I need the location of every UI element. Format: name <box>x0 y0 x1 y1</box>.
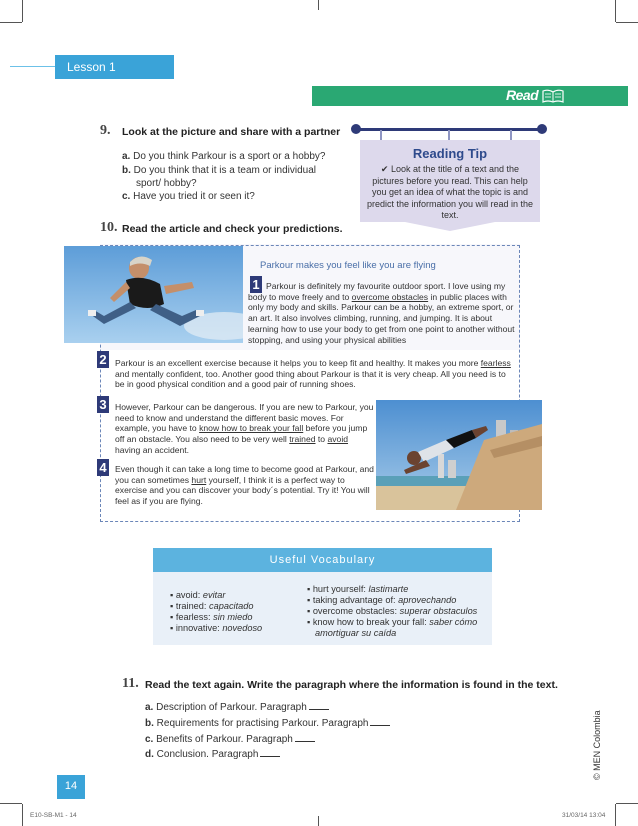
tip-tick <box>510 130 512 140</box>
parkour-photo-jump <box>64 246 243 343</box>
list-item: ▪ trained: capacitado <box>170 601 254 611</box>
list-item: a. Description of Parkour. Paragraph <box>145 701 329 714</box>
crop-mark <box>318 0 319 10</box>
answer-blank[interactable] <box>295 741 315 742</box>
tip-tick <box>380 130 382 140</box>
list-item: ▪ hurt yourself: lastimarte <box>307 584 409 594</box>
list-item: ▪ innovative: novedoso <box>170 623 263 633</box>
reading-tip-title: Reading Tip <box>412 146 488 161</box>
list-item: b. Do you think that it is a team or individual sport/ hobby? <box>122 165 316 189</box>
crop-mark <box>22 804 23 826</box>
article-title: Parkour makes you feel like you are flying <box>260 260 436 271</box>
paragraph-2: Parkour is an excellent exercise because it helps you to keep fit and healthy. It makes you more fearless and mentally confident, too. Another good thing about Parkour is that it is very cheap. All you need is to be in good physical condition and a good pair of running shoes. <box>115 358 511 390</box>
tip-dot <box>351 124 361 134</box>
copyright: © MEN Colombia <box>592 710 602 780</box>
crop-mark <box>0 22 22 23</box>
section-title: Read <box>506 87 539 103</box>
crop-mark <box>318 816 319 826</box>
paragraph-number: 2 <box>97 351 109 368</box>
list-item: ▪ know how to break your fall: saber cómo amortiguar su caída <box>307 617 478 638</box>
list-item: a. Do you think Parkour is a sport or a hobby? <box>122 151 326 162</box>
list-item: ▪ taking advantage of: aprovechando <box>307 595 457 605</box>
question-number: 11. <box>122 676 139 691</box>
paragraph-number: 3 <box>97 396 109 413</box>
crop-mark <box>22 0 23 22</box>
crop-mark <box>0 803 22 804</box>
list-item: d. Conclusion. Paragraph <box>145 748 280 761</box>
paragraph-number: 4 <box>97 459 109 476</box>
paragraph-number: 1 <box>250 276 262 293</box>
question-number: 9. <box>100 123 111 138</box>
reading-tip-text: ✔ Look at the title of a text and the pictures before you read. This can help you get an idea of what the topic is and predict the information you will read in the text. <box>366 164 534 220</box>
answer-blank[interactable] <box>370 725 390 726</box>
question-text: Read the text again. Write the paragraph where the information is found in the text. <box>145 679 558 691</box>
section-bar <box>312 86 628 106</box>
crop-mark <box>616 22 638 23</box>
question-number: 10. <box>100 220 118 235</box>
paragraph-1: Parkour is definitely my favourite outdoor sport. I love using my body to move freely and to overcome obstacles in public places with only my body and skills. Parkour can be a hobby, an extreme sport, or an art. It also involves climbing, running, and jumping. It is about learning how to use your body to get from one point to another without stopping, and using your physical abilities <box>248 281 515 345</box>
book-icon <box>542 89 564 103</box>
vocabulary-list-right <box>307 584 487 639</box>
crop-mark <box>616 803 638 804</box>
vocabulary-list-left <box>170 590 310 634</box>
list-item: ▪ fearless: sin miedo <box>170 612 253 622</box>
footer-date: 31/03/14 13:04 <box>562 812 606 819</box>
paragraph-3: However, Parkour can be dangerous. If you are new to Parkour, you need to know and understand the different basic moves. For example, you have to know how to break your fall before you jump off an obstacle. You also need to be very well trained to avoid having an accident. <box>115 402 374 455</box>
list-item: c. Have you tried it or seen it? <box>122 191 255 202</box>
crop-mark <box>615 0 616 22</box>
tip-tick <box>448 130 450 140</box>
answer-blank[interactable] <box>260 756 280 757</box>
page-number: 14 <box>57 775 85 799</box>
list-item: c. Benefits of Parkour. Paragraph <box>145 733 315 746</box>
list-item: ▪ overcome obstacles: superar obstaculos <box>307 606 478 616</box>
paragraph-4: Even though it can take a long time to become good at Parkour, and you can sometimes hurt yourself, I think it is a perfect way to exercise and you can discover your body´s potential. Try it! You will feel as if you are flying. <box>115 464 374 507</box>
footer-file: E10-SB-M1 - 14 <box>30 812 77 819</box>
list-item: b. Requirements for practising Parkour. Paragraph <box>145 717 390 730</box>
crop-mark <box>615 804 616 826</box>
parkour-photo-flip <box>376 400 542 510</box>
tip-dot <box>537 124 547 134</box>
lesson-rule <box>10 66 56 67</box>
vocabulary-title: Useful Vocabulary <box>153 548 492 572</box>
list-item: ▪ avoid: evitar <box>170 590 226 600</box>
question-text: Read the article and check your predictions. <box>122 223 343 235</box>
tip-pointer <box>400 221 500 231</box>
lesson-label: Lesson 1 <box>55 55 174 79</box>
question-text: Look at the picture and share with a partner <box>122 126 341 138</box>
answer-blank[interactable] <box>309 709 329 710</box>
